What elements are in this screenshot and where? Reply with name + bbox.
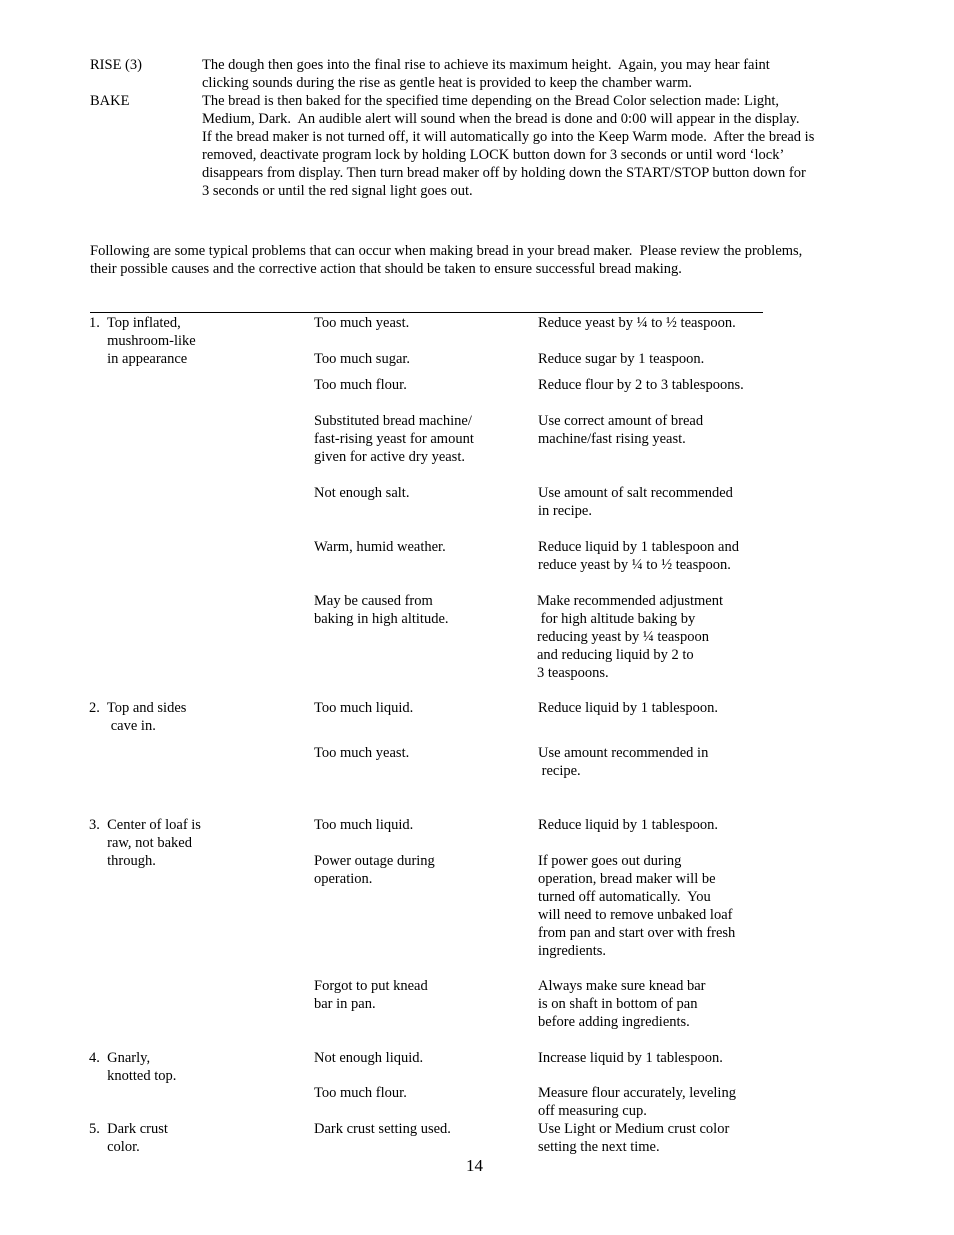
cause-item: Too much yeast. [314, 745, 410, 761]
rise-description: The dough then goes into the final rise to achieve its maximum height. Again, you may hear faint clicking sounds during the rise as gentle heat is provided to keep the chamber warm. [202, 57, 770, 91]
action-item: Make recommended adjustment for high altitude baking by reducing yeast by ¼ teaspoon and reducing liquid by 2 to 3 teaspoons. [537, 593, 724, 681]
problem-item: 5. Dark crust color. [89, 1121, 168, 1155]
action-item: Measure flour accurately, leveling off measuring cup. [538, 1085, 736, 1119]
cause-item: Too much liquid. [314, 817, 414, 833]
cause-item: Not enough salt. [314, 485, 410, 501]
action-item: Use amount recommended in recipe. [538, 745, 709, 779]
action-item: Reduce liquid by 1 tablespoon. [538, 700, 719, 716]
action-item: Reduce liquid by 1 tablespoon and reduce yeast by ¼ to ½ teaspoon. [538, 539, 739, 573]
troubleshooting-intro: Following are some typical problems that can occur when making bread in your bread maker. Please review the problems, their possible causes and the corrective action that should be taken to ensure successful bread making. [90, 243, 803, 277]
cause-item: Power outage during operation. [314, 853, 435, 887]
cause-item: Too much liquid. [314, 700, 414, 716]
action-item: Reduce liquid by 1 tablespoon. [538, 817, 719, 833]
table-top-rule [90, 312, 763, 313]
cause-item: Too much flour. [314, 377, 407, 393]
cause-item: Forgot to put knead bar in pan. [314, 978, 428, 1012]
action-item: If power goes out during operation, bread maker will be turned off automatically. You will need to remove unbaked loaf from pan and start over with fresh ingredients. [538, 853, 736, 959]
action-item: Reduce yeast by ¼ to ½ teaspoon. [538, 315, 736, 331]
problem-item: 2. Top and sides cave in. [89, 700, 187, 734]
cause-item: Too much yeast. [314, 315, 410, 331]
bake-description: The bread is then baked for the specified time depending on the Bread Color selection made: Light, Medium, Dark. An audible alert will sound when the bread is done and 0:00 will appear in the display. If the bread maker is not turned off, it will automatically go into the Keep Warm mode. After the bread is removed, deactivate program lock by holding LOCK button down for 3 seconds or until word ‘lock’ disappears from display. Then turn bread maker off by holding down the START/STOP button down for 3 seconds or until the red signal light goes out. [202, 93, 815, 199]
cause-item: Substituted bread machine/ fast-rising yeast for amount given for active dry yeast. [314, 413, 474, 465]
cause-item: Not enough liquid. [314, 1050, 424, 1066]
problem-item: 3. Center of loaf is raw, not baked through. [89, 817, 201, 869]
action-item: Always make sure knead bar is on shaft in bottom of pan before adding ingredients. [538, 978, 706, 1030]
bake-label: BAKE [90, 93, 130, 109]
action-item: Use correct amount of bread machine/fast rising yeast. [538, 413, 704, 447]
cause-item: Warm, humid weather. [314, 539, 446, 555]
cause-item: Dark crust setting used. [314, 1121, 451, 1137]
action-item: Use amount of salt recommended in recipe. [538, 485, 733, 519]
rise-label: RISE (3) [90, 57, 142, 73]
cause-item: May be caused from baking in high altitude. [314, 593, 449, 627]
action-item: Use Light or Medium crust color setting the next time. [538, 1121, 730, 1155]
problem-item: 4. Gnarly, knotted top. [89, 1050, 177, 1084]
cause-item: Too much flour. [314, 1085, 407, 1101]
action-item: Increase liquid by 1 tablespoon. [538, 1050, 723, 1066]
page-number: 14 [466, 1156, 483, 1175]
action-item: Reduce sugar by 1 teaspoon. [538, 351, 705, 367]
cause-item: Too much sugar. [314, 351, 411, 367]
problem-item: 1. Top inflated, mushroom-like in appearance [89, 315, 196, 367]
action-item: Reduce flour by 2 to 3 tablespoons. [538, 377, 744, 393]
